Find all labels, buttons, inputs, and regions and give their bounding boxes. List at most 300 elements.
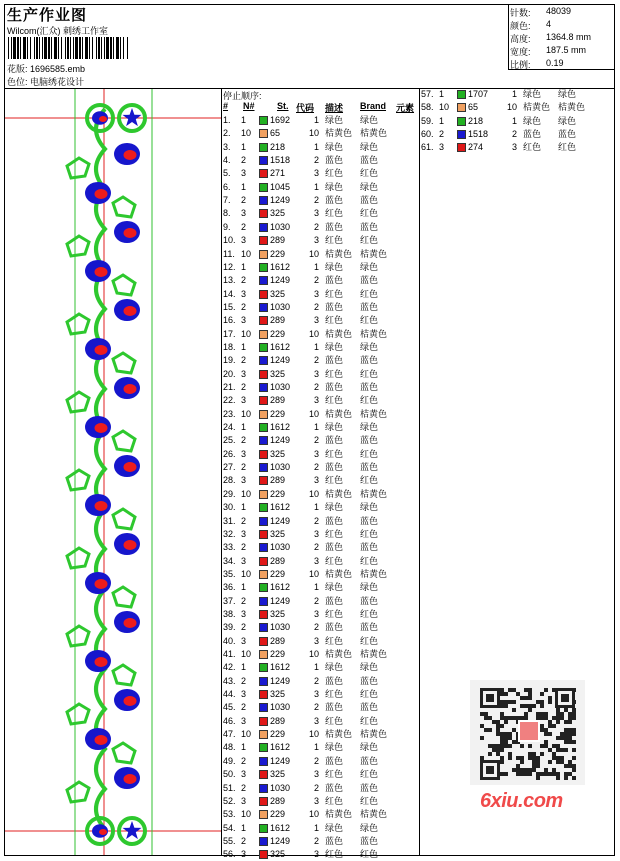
stop-stitches: 289	[270, 715, 286, 726]
stop-row	[223, 635, 419, 648]
stop-needle: 2	[439, 129, 445, 140]
color-swatch	[457, 143, 466, 152]
stop-code: 3	[313, 448, 319, 459]
stop-description: 红色	[325, 608, 344, 619]
stop-sequence-title: 停止顺序:	[223, 91, 262, 101]
stop-number: 18.	[223, 341, 236, 352]
stop-number: 1.	[223, 115, 231, 125]
stop-code: 2	[313, 382, 319, 392]
embroidery-design-preview	[5, 89, 221, 855]
stop-number: 43.	[223, 675, 236, 686]
stop-stitches: 325	[270, 368, 286, 379]
spec-row	[510, 32, 592, 45]
divider-columns	[419, 88, 420, 856]
stop-description: 红色	[325, 555, 344, 566]
stop-needle: 1	[241, 141, 247, 152]
stop-number: 33.	[223, 542, 236, 553]
stop-brand: 桔黄色	[360, 128, 388, 139]
stop-needle: 1	[241, 662, 247, 673]
stop-needle: 1	[241, 502, 247, 513]
stop-brand: 绿色	[360, 662, 379, 673]
stop-row	[223, 675, 419, 688]
stop-row	[223, 541, 419, 554]
stop-brand: 蓝色	[360, 622, 379, 633]
stop-code: 10	[308, 128, 319, 139]
stop-brand: 红色	[360, 448, 379, 459]
color-swatch	[259, 330, 268, 339]
stop-row	[223, 341, 419, 354]
qr-code-icon	[470, 680, 585, 785]
stop-brand: 红色	[360, 608, 379, 619]
stop-needle: 2	[241, 221, 247, 232]
stop-stitches: 289	[270, 555, 286, 566]
stop-row	[223, 448, 419, 461]
stop-row	[223, 207, 419, 220]
stop-needle: 3	[241, 689, 247, 700]
stop-needle: 3	[241, 555, 247, 566]
color-swatch	[259, 396, 268, 405]
stop-stitches: 229	[270, 809, 286, 820]
spec-row	[510, 58, 564, 71]
stop-brand: 红色	[360, 368, 379, 379]
color-swatch	[259, 650, 268, 659]
stop-description: 桔黄色	[325, 328, 353, 339]
stop-number: 11.	[223, 248, 235, 259]
stop-description: 蓝色	[325, 782, 344, 793]
stop-code: 1	[511, 89, 517, 99]
stop-number: 42.	[223, 662, 236, 673]
stop-stitches: 1612	[270, 582, 291, 593]
stop-brand: 桔黄色	[360, 729, 388, 740]
stop-brand: 绿色	[360, 582, 379, 593]
stop-stitches: 289	[270, 475, 286, 486]
color-swatch	[259, 797, 268, 806]
color-swatch	[259, 143, 268, 152]
stop-brand: 绿色	[360, 742, 379, 753]
stop-brand: 桔黄色	[360, 649, 388, 659]
stop-brand: 绿色	[360, 261, 379, 272]
stop-description: 蓝色	[325, 595, 344, 606]
stop-number: 32.	[223, 528, 236, 539]
stop-stitches: 325	[270, 608, 286, 619]
stop-code: 2	[313, 155, 319, 166]
stop-brand: 桔黄色	[360, 408, 388, 419]
spec-label: 宽度:	[510, 47, 531, 57]
stop-row	[223, 114, 419, 127]
color-swatch	[259, 490, 268, 499]
stop-brand: 蓝色	[360, 595, 379, 606]
stop-brand: 蓝色	[360, 515, 379, 526]
stop-brand: 红色	[360, 208, 379, 219]
stop-stitches: 1030	[270, 382, 291, 392]
stop-needle: 2	[241, 382, 247, 392]
stop-brand: 蓝色	[360, 675, 379, 686]
stop-number: 5.	[223, 168, 231, 179]
stop-needle: 2	[241, 155, 247, 166]
stop-row	[223, 715, 419, 728]
stop-brand: 绿色	[360, 141, 379, 152]
stop-number: 61.	[421, 142, 434, 153]
stop-row	[223, 328, 419, 341]
stop-brand: 桔黄色	[360, 568, 388, 579]
stop-brand: 蓝色	[360, 835, 379, 846]
color-swatch	[259, 356, 268, 365]
stop-code: 3	[313, 288, 319, 299]
stop-needle: 2	[241, 675, 247, 686]
stop-brand: 蓝色	[360, 155, 379, 166]
spec-row	[510, 19, 552, 32]
stop-code: 1	[313, 502, 319, 513]
stop-code: 2	[313, 435, 319, 446]
stop-code: 10	[308, 408, 319, 419]
stop-row	[223, 528, 419, 541]
stop-row	[223, 127, 419, 140]
stop-description: 绿色	[325, 502, 344, 513]
stop-row	[223, 728, 419, 741]
spec-label: 颜色:	[510, 21, 531, 31]
stop-brand: 桔黄色	[360, 809, 388, 820]
color-swatch	[259, 743, 268, 752]
stop-stitches: 1030	[270, 221, 291, 232]
stop-needle: 2	[241, 515, 247, 526]
stop-description: 绿色	[325, 582, 344, 593]
stop-description: 红色	[325, 528, 344, 539]
stop-number: 6.	[223, 181, 231, 192]
stop-description: 蓝色	[325, 835, 344, 846]
stop-code: 1	[313, 662, 319, 673]
stop-number: 37.	[223, 595, 236, 606]
stop-brand: 绿色	[360, 422, 379, 433]
stop-brand: 桔黄色	[360, 248, 388, 259]
stop-stitches: 1612	[270, 341, 291, 352]
stop-code: 3	[313, 315, 319, 326]
stop-row	[223, 808, 419, 821]
stop-row	[421, 88, 617, 101]
stop-needle: 3	[241, 635, 247, 646]
stop-code: 1	[313, 141, 319, 152]
color-swatch	[259, 290, 268, 299]
color-swatch	[259, 824, 268, 833]
spec-label: 针数:	[510, 8, 531, 18]
stop-number: 17.	[223, 328, 236, 339]
stop-description: 红色	[325, 849, 344, 860]
stop-needle: 10	[241, 809, 252, 820]
stop-number: 58.	[421, 102, 434, 113]
divider-design	[221, 88, 222, 856]
stop-description: 桔黄色	[325, 809, 353, 820]
stop-row	[223, 595, 419, 608]
stop-needle: 2	[241, 702, 247, 713]
stop-brand: 绿色	[558, 115, 577, 126]
stop-code: 3	[313, 608, 319, 619]
stop-needle: 3	[241, 608, 247, 619]
stop-needle: 2	[241, 275, 247, 286]
stop-code: 1	[313, 742, 319, 753]
stop-brand: 红色	[360, 769, 379, 780]
stop-description: 桔黄色	[325, 408, 353, 419]
stop-description: 红色	[325, 795, 344, 806]
company-name: Wilcom(汇众) 刺绣工作室	[7, 26, 108, 36]
stop-code: 1	[313, 341, 319, 352]
col-header-description: 描述	[325, 103, 344, 113]
stop-number: 31.	[223, 515, 236, 526]
stop-stitches: 1249	[270, 435, 291, 446]
stop-code: 2	[313, 702, 319, 713]
stop-row	[223, 488, 419, 501]
stop-needle: 10	[241, 408, 252, 419]
stop-number: 20.	[223, 368, 236, 379]
stop-row	[421, 141, 617, 154]
stop-stitches: 271	[270, 168, 286, 179]
stop-description: 蓝色	[325, 155, 344, 166]
stop-needle: 3	[241, 315, 247, 326]
stop-description: 蓝色	[523, 129, 542, 140]
stop-row	[223, 421, 419, 434]
color-swatch	[259, 690, 268, 699]
stop-row	[223, 661, 419, 674]
color-swatch	[259, 343, 268, 352]
color-swatch	[457, 130, 466, 139]
stop-row	[223, 581, 419, 594]
stop-number: 21.	[223, 382, 236, 392]
color-swatch	[259, 410, 268, 419]
stop-stitches: 1249	[270, 595, 291, 606]
color-swatch	[259, 610, 268, 619]
stop-row	[223, 301, 419, 314]
stop-number: 39.	[223, 622, 236, 633]
stop-row	[223, 768, 419, 781]
stop-description: 绿色	[523, 89, 542, 99]
stop-code: 3	[313, 635, 319, 646]
stop-brand: 蓝色	[360, 782, 379, 793]
color-swatch	[259, 196, 268, 205]
stop-stitches: 65	[468, 102, 479, 113]
stop-description: 红色	[325, 168, 344, 179]
stop-brand: 绿色	[360, 341, 379, 352]
stop-brand: 蓝色	[360, 382, 379, 392]
stop-brand: 红色	[360, 395, 379, 406]
color-swatch	[259, 250, 268, 259]
stop-stitches: 229	[270, 248, 286, 259]
stop-description: 蓝色	[325, 301, 344, 312]
color-swatch	[259, 837, 268, 846]
stop-number: 35.	[223, 568, 236, 579]
color-swatch	[259, 423, 268, 432]
spec-row	[510, 45, 587, 58]
stop-stitches: 325	[270, 288, 286, 299]
stop-stitches: 325	[270, 528, 286, 539]
stop-needle: 10	[241, 488, 252, 499]
stop-stitches: 1030	[270, 542, 291, 553]
stop-row	[223, 274, 419, 287]
stop-row	[223, 181, 419, 194]
stop-description: 绿色	[325, 141, 344, 152]
stop-needle: 1	[439, 89, 445, 99]
color-swatch	[259, 450, 268, 459]
stop-stitches: 1249	[270, 835, 291, 846]
stop-needle: 2	[241, 462, 247, 473]
col-header-stop: #	[223, 101, 229, 111]
stop-row	[223, 261, 419, 274]
stop-code: 2	[313, 835, 319, 846]
stop-needle: 2	[241, 195, 247, 206]
color-swatch	[259, 597, 268, 606]
stop-number: 57.	[421, 89, 434, 99]
stop-description: 红色	[325, 715, 344, 726]
stop-code: 1	[313, 422, 319, 433]
stop-description: 蓝色	[325, 515, 344, 526]
stop-code: 1	[313, 582, 319, 593]
color-swatch	[259, 383, 268, 392]
stop-number: 27.	[223, 462, 236, 473]
stop-code: 1	[511, 115, 517, 126]
stop-needle: 3	[241, 235, 247, 246]
stop-number: 16.	[223, 315, 236, 326]
stop-code: 2	[313, 515, 319, 526]
spec-label: 比例:	[510, 60, 531, 70]
stop-description: 红色	[325, 475, 344, 486]
stop-number: 15.	[223, 301, 236, 312]
stop-description: 红色	[523, 142, 542, 153]
stop-needle: 1	[241, 822, 247, 833]
stop-needle: 2	[241, 622, 247, 633]
stop-number: 52.	[223, 795, 236, 806]
stop-row	[223, 248, 419, 261]
stop-number: 24.	[223, 422, 236, 433]
stop-number: 14.	[223, 288, 236, 299]
stop-row	[223, 568, 419, 581]
stop-row	[223, 394, 419, 407]
stop-needle: 10	[241, 248, 252, 259]
stop-code: 3	[313, 235, 319, 246]
stop-code: 2	[313, 595, 319, 606]
stop-number: 60.	[421, 129, 434, 140]
stop-description: 红色	[325, 235, 344, 246]
stop-number: 4.	[223, 155, 231, 166]
stop-code: 10	[308, 488, 319, 499]
stop-number: 59.	[421, 115, 434, 126]
stop-row	[421, 115, 617, 128]
spec-value: 1364.8 mm	[546, 32, 592, 42]
stop-code: 2	[313, 542, 319, 553]
stop-number: 41.	[223, 649, 236, 659]
stop-number: 7.	[223, 195, 231, 206]
color-swatch	[259, 784, 268, 793]
stop-number: 56.	[223, 849, 236, 860]
stop-row	[223, 755, 419, 768]
stop-row	[223, 194, 419, 207]
page-title: 生产作业图	[7, 7, 88, 24]
stop-row	[223, 314, 419, 327]
stop-needle: 2	[241, 755, 247, 766]
col-header-code: 代码	[296, 103, 315, 113]
stop-number: 38.	[223, 608, 236, 619]
stop-description: 红色	[325, 689, 344, 700]
stop-number: 23.	[223, 408, 236, 419]
stop-code: 3	[313, 555, 319, 566]
stop-row	[223, 648, 419, 661]
stop-brand: 蓝色	[558, 129, 577, 140]
stop-needle: 1	[241, 582, 247, 593]
stop-stitches: 1045	[270, 181, 291, 192]
stop-needle: 1	[241, 261, 247, 272]
stop-stitches: 325	[270, 689, 286, 700]
stop-needle: 10	[439, 102, 450, 113]
stop-code: 1	[313, 115, 319, 125]
stop-description: 红色	[325, 288, 344, 299]
stop-description: 绿色	[325, 261, 344, 272]
stop-brand: 红色	[360, 288, 379, 299]
stop-needle: 3	[241, 368, 247, 379]
stop-code: 10	[308, 649, 319, 659]
color-swatch	[259, 517, 268, 526]
stop-number: 55.	[223, 835, 236, 846]
stop-brand: 蓝色	[360, 301, 379, 312]
stop-description: 蓝色	[325, 542, 344, 553]
stop-code: 2	[313, 221, 319, 232]
stop-stitches: 289	[270, 635, 286, 646]
stop-stitches: 325	[270, 448, 286, 459]
stop-row	[223, 782, 419, 795]
stop-needle: 2	[241, 301, 247, 312]
stop-needle: 3	[241, 528, 247, 539]
stop-row	[223, 474, 419, 487]
stop-number: 28.	[223, 475, 236, 486]
stop-brand: 红色	[360, 168, 379, 179]
col-header-needle: N#	[243, 101, 255, 111]
color-swatch	[259, 583, 268, 592]
stop-needle: 3	[241, 448, 247, 459]
stop-brand: 蓝色	[360, 702, 379, 713]
stop-description: 蓝色	[325, 355, 344, 366]
stop-number: 48.	[223, 742, 236, 753]
stop-stitches: 1030	[270, 301, 291, 312]
color-swatch	[259, 663, 268, 672]
stop-code: 3	[313, 395, 319, 406]
stop-row	[223, 688, 419, 701]
stop-row	[223, 368, 419, 381]
stop-brand: 桔黄色	[558, 102, 586, 113]
stop-brand: 红色	[360, 315, 379, 326]
stop-number: 3.	[223, 141, 231, 152]
stop-row	[223, 434, 419, 447]
stop-brand: 红色	[558, 142, 577, 153]
stop-stitches: 1249	[270, 515, 291, 526]
stop-row	[223, 621, 419, 634]
color-swatch	[259, 263, 268, 272]
stop-stitches: 289	[270, 395, 286, 406]
stop-stitches: 325	[270, 208, 286, 219]
stop-needle: 3	[241, 849, 247, 860]
color-swatch	[259, 637, 268, 646]
stop-brand: 红色	[360, 475, 379, 486]
color-swatch	[259, 129, 268, 138]
stop-row	[223, 608, 419, 621]
stop-number: 34.	[223, 555, 236, 566]
stop-description: 蓝色	[325, 622, 344, 633]
color-swatch	[259, 810, 268, 819]
stop-row	[223, 822, 419, 835]
barcode-icon	[8, 37, 128, 59]
stop-row	[223, 848, 419, 861]
stop-code: 3	[313, 208, 319, 219]
stop-code: 3	[511, 142, 517, 153]
stop-row	[223, 515, 419, 528]
stop-description: 绿色	[325, 742, 344, 753]
stop-number: 54.	[223, 822, 236, 833]
stop-brand: 红色	[360, 555, 379, 566]
color-swatch	[259, 557, 268, 566]
